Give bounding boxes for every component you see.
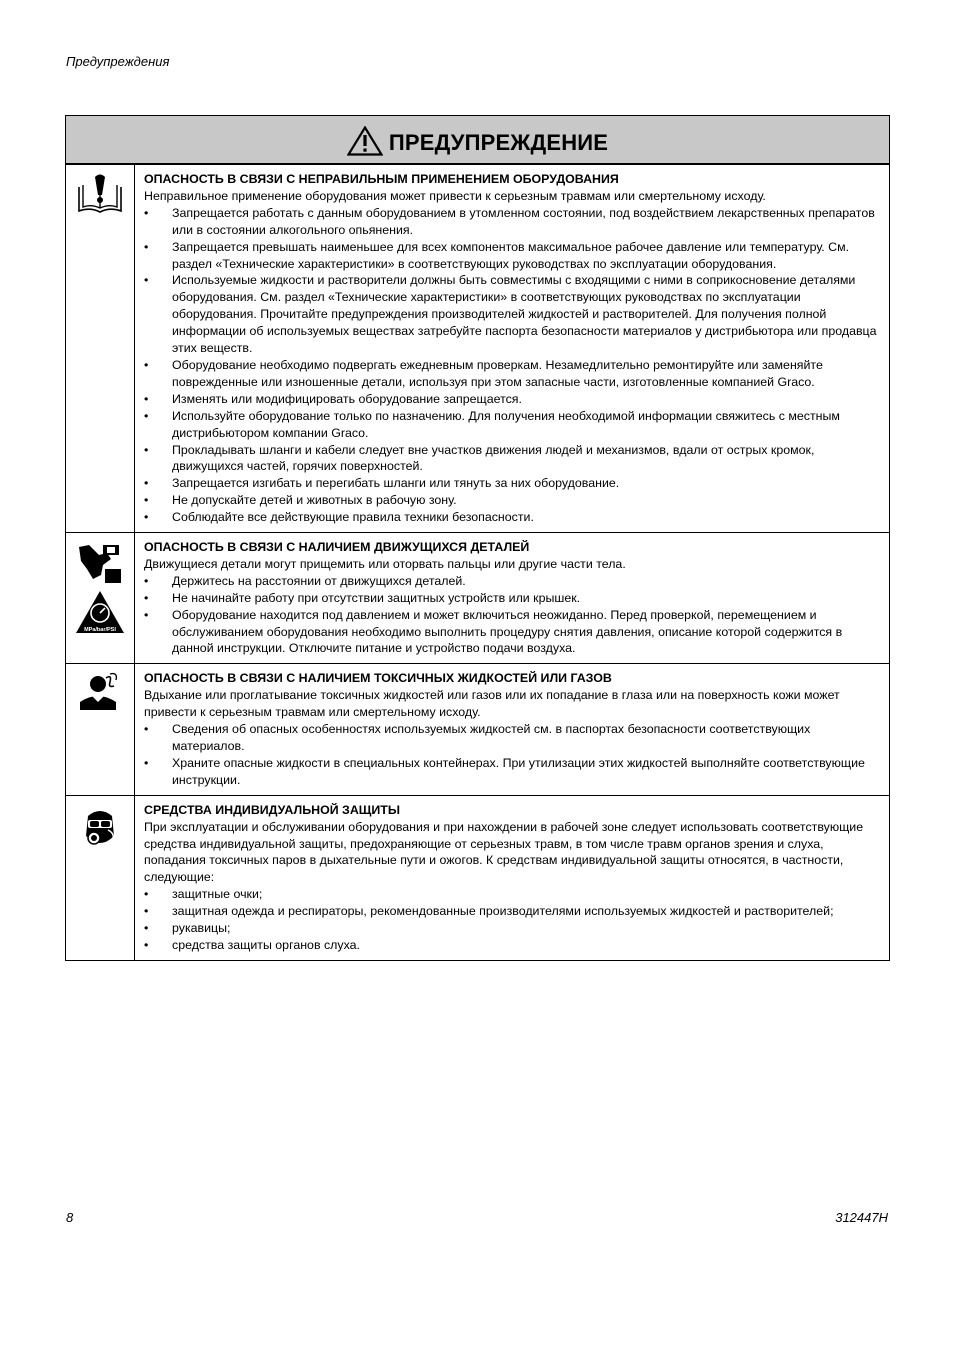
icon-cell (66, 796, 135, 960)
section-title: ОПАСНОСТЬ В СВЯЗИ С НАЛИЧИЕМ ТОКСИЧНЫХ ЖИДКОСТЕЙ ИЛИ ГАЗОВ (144, 671, 612, 686)
list-item: • Оборудование находится под давлением и может включиться неожиданно. Перед проверкой, перемещением и обслуживанием оборудования необходимо выполнить процедуру снятия давления, описание которой содержится в данной инструкции. Отключите питание и устройство подачи воздуха. (144, 607, 879, 658)
moving-parts-hand-icon (77, 541, 123, 585)
list-item: • Храните опасные жидкости в специальных контейнерах. При утилизации этих жидкостей выполняйте соответствующие инструкции. (144, 755, 879, 789)
list-item: • защитные очки; (144, 886, 879, 903)
list-item: • Сведения об опасных особенностях используемых жидкостей см. в паспортах безопасности соответствующих материалов. (144, 721, 879, 755)
icon-cell (66, 533, 135, 663)
warning-row-moving-parts (66, 532, 889, 663)
list-item: • Прокладывать шланги и кабели следует вне участков движения людей и механизмов, вдали от острых кромок, движущихся частей, горячих поверхностей. (144, 442, 879, 476)
toxic-fumes-icon (78, 672, 122, 712)
warning-row-toxic (66, 663, 889, 794)
gauge-label: MPa/bar/PSI (84, 627, 116, 634)
list-item: • Не начинайте работу при отсутствии защитных устройств или крышек. (144, 590, 879, 607)
section-intro: Вдыхание или проглатывание токсичных жидкостей или газов или их попадание в глаза или на поверхность кожи может привести к серьезным травмам или смертельному исходу. (144, 688, 840, 720)
warning-header (66, 116, 889, 164)
list-item: • Не допускайте детей и животных в рабочую зону. (144, 492, 879, 509)
list-item: • Используемые жидкости и растворители должны быть совместимы с входящими с ними в соприкосновение деталями оборудования. См. раздел «Технические характеристики» в соответствующих руководствах по эксплуатации оборудования. Прочитайте предупреждения производителей жидкостей и растворителей. Для получения полной информации об используемых веществах затребуйте паспорта безопасности материалов у дистрибьютора или продавца этих веществ. (144, 272, 879, 357)
list-item: • Запрещается превышать наименьшее для всех компонентов максимальное рабочее давление или температуру. См. раздел «Технические характеристики» в соответствующих руководствах по эксплуатации оборудования. (144, 239, 879, 273)
list-item: • защитная одежда и респираторы, рекомендованные производителями используемых жидкостей и растворителей; (144, 903, 879, 920)
bullet-list (144, 721, 879, 789)
list-item: • рукавицы; (144, 920, 879, 937)
warning-title: ПРЕДУПРЕЖДЕНИЕ (388, 129, 609, 155)
list-item: • Запрещается работать с данным оборудованием в утомленном состоянии, под воздействием лекарственных препаратов или в состоянии алкогольного опьянения. (144, 205, 879, 239)
document-number: 312447H (835, 1210, 888, 1225)
section-intro: Неправильное применение оборудования может привести к серьезным травмам или смертельному исходу. (144, 188, 766, 203)
warning-triangle-icon (347, 126, 383, 156)
page-number: 8 (66, 1210, 74, 1225)
list-item: • Используйте оборудование только по назначению. Для получения необходимой информации свяжитесь с местным дистрибьютором компании Graco. (144, 408, 879, 442)
running-header: Предупреждения (66, 54, 170, 69)
list-item: • Оборудование необходимо подвергать ежедневным проверкам. Незамедлительно ремонтируйте или заменяйте поврежденные или изношенные детали, используя при этом запасные части, изготовленные компанией Graco. (144, 357, 879, 391)
section-title: ОПАСНОСТЬ В СВЯЗИ С НЕПРАВИЛЬНЫМ ПРИМЕНЕНИЕМ ОБОРУДОВАНИЯ (144, 172, 619, 186)
bullet-list (144, 205, 879, 526)
section-intro: Движущиеся детали могут прищемить или оторвать пальцы или другие части тела. (144, 556, 626, 571)
list-item: • Изменять или модифицировать оборудование запрещается. (144, 391, 879, 408)
icon-cell (66, 165, 135, 532)
warning-row-misuse (66, 164, 889, 532)
list-item: • средства защиты органов слуха. (144, 937, 879, 954)
warning-row-ppe (66, 795, 889, 960)
section-intro: При эксплуатации и обслуживании оборудования и при нахождении в рабочей зоне следует использовать соответствующие средства индивидуальной защиты, предохраняющие от серьезных травм, в том числе травм органов зрения и слуха, попадания токсичных паров в дыхательные пути и ожогов. К средствам индивидуальной защиты относятся, в частности, следующие: (144, 819, 864, 885)
bullet-list (144, 573, 879, 658)
protective-equipment-icon (82, 808, 118, 850)
bullet-list (144, 886, 879, 954)
pressure-gauge-icon (74, 589, 126, 635)
list-item: • Запрещается изгибать и перегибать шланги или тянуть за них оборудование. (144, 475, 879, 492)
read-manual-icon (75, 173, 125, 215)
icon-cell (66, 664, 135, 794)
list-item: • Держитесь на расстоянии от движущихся деталей. (144, 573, 879, 590)
section-title: ОПАСНОСТЬ В СВЯЗИ С НАЛИЧИЕМ ДВИЖУЩИХСЯ ДЕТАЛЕЙ (144, 540, 530, 555)
section-title: СРЕДСТВА ИНДИВИДУАЛЬНОЙ ЗАЩИТЫ (144, 802, 401, 817)
warning-table (65, 115, 890, 961)
list-item: • Соблюдайте все действующие правила техники безопасности. (144, 509, 879, 526)
